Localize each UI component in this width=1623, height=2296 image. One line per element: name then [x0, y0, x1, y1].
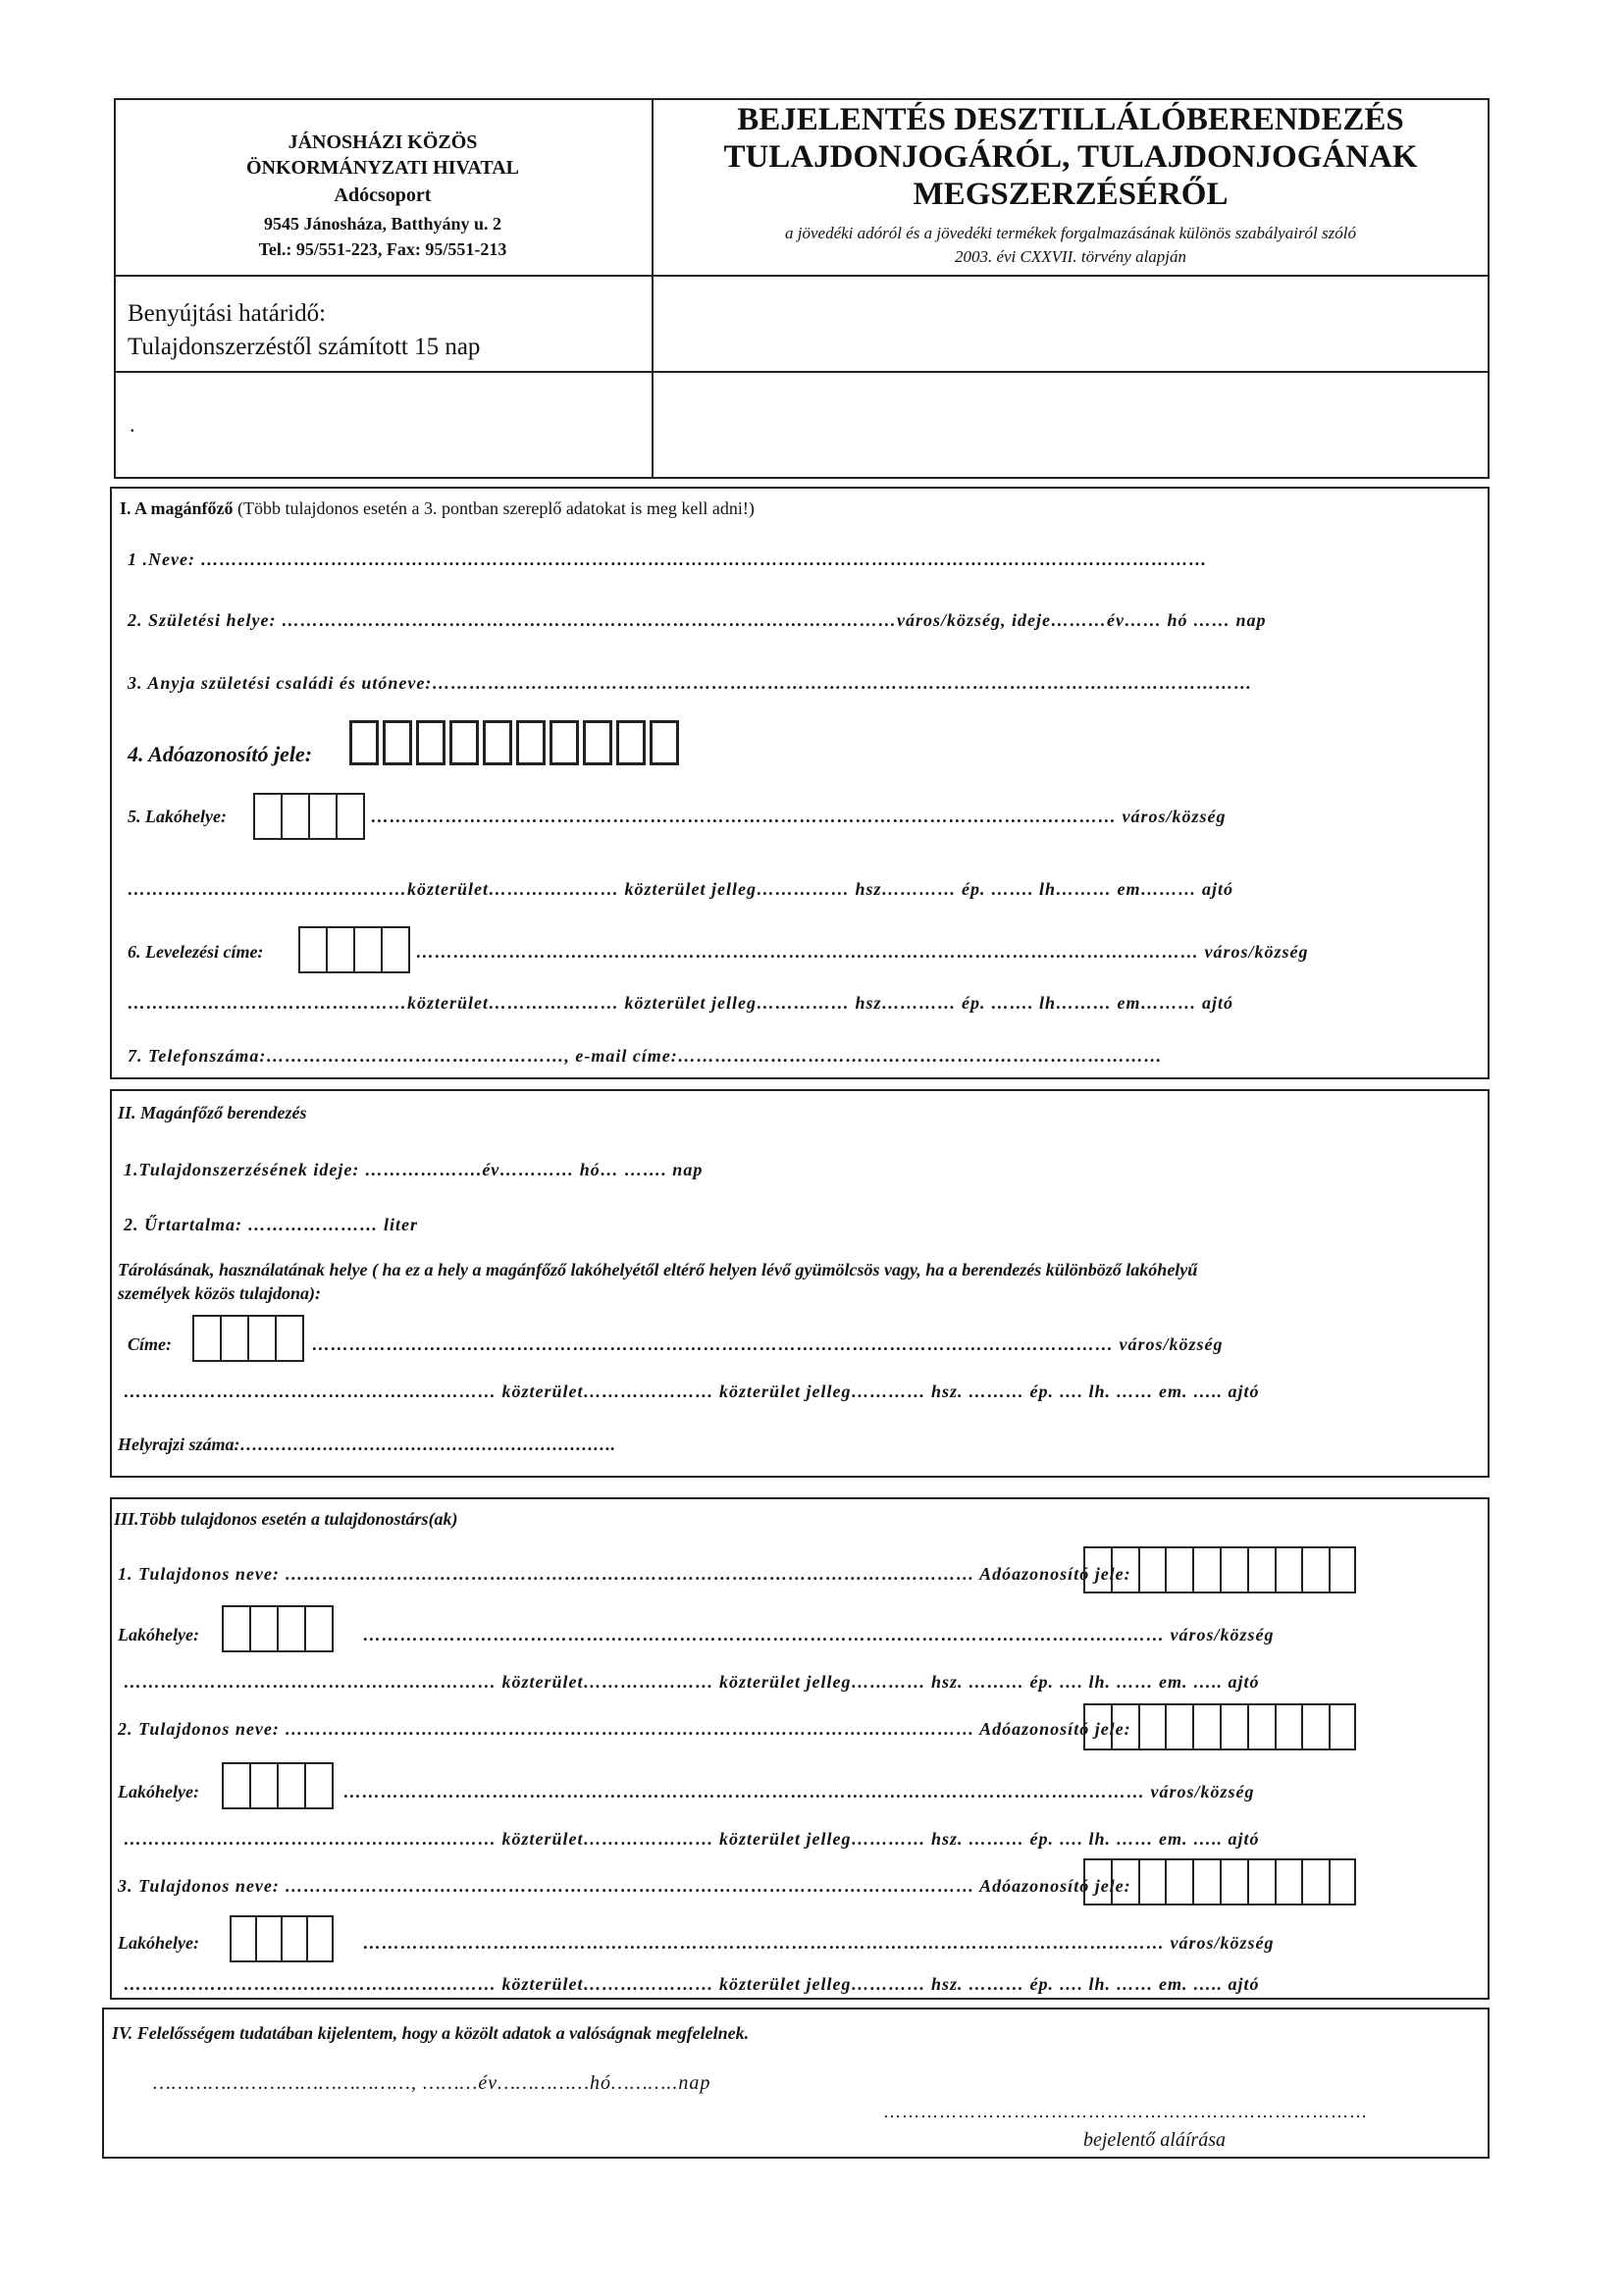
residence-city-field[interactable]: ………………………………………………………………………………………………………… város/község: [371, 807, 1227, 826]
declaration-date-field[interactable]: ……………………………………, ………év……………hó………..nap: [153, 2072, 711, 2094]
storage-location-label-1: Tárolásának, használatának helye ( ha ez a hely a magánfőző lakóhelyétől eltérő helyen lévő gyümölcsös vagy, ha a berendezés különböző lakóhelyű: [118, 1260, 1198, 1279]
section-1-box: [110, 487, 1490, 1079]
header-row-divider-1: [114, 275, 1490, 277]
birth-field[interactable]: 2. Születési helye: ………………………………………………………………………………………város/község, ideje………év…… hó …… nap: [128, 610, 1267, 630]
deadline-label: Benyújtási határidő:: [128, 300, 327, 327]
office-name-1: JÁNOSHÁZI KÖZÖS: [288, 131, 478, 153]
section-1-title: [120, 498, 755, 519]
header-divider: [652, 98, 654, 479]
office-phone-fax: Tel.: 95/551-223, Fax: 95/551-213: [258, 239, 507, 259]
owner-2-residence-label: Lakóhelye:: [118, 1782, 199, 1801]
office-department: Adócsoport: [334, 184, 432, 206]
storage-address-field[interactable]: …………………………………………………… közterület………………… közterület jelleg………… hsz. ……… ép. …. lh. …… em. ….. ajtó: [124, 1382, 1260, 1401]
form-subtitle-1: a jövedéki adóról és a jövedéki termékek forgalmazásának különös szabályairól szóló: [785, 224, 1356, 242]
owner-3-tax-id-cells[interactable]: [1083, 1858, 1356, 1905]
tax-id-label: 4. Adóazonosító jele:: [128, 742, 313, 766]
plot-number-field[interactable]: Helyrajzi száma:……………………………………………………….: [118, 1435, 615, 1454]
owner-1-zip-cells[interactable]: [222, 1605, 334, 1652]
section-1-title-note: (Több tulajdonos esetén a 3. pontban szereplő adatokat is meg kell adni!): [237, 498, 755, 518]
name-field[interactable]: 1 .Neve: ………………………………………………………………………………………………………………………………………………: [128, 549, 1208, 569]
section-1-title-bold: I. A magánfőző: [120, 498, 234, 518]
storage-city-field[interactable]: ………………………………………………………………………………………………………………… város/község: [312, 1334, 1224, 1354]
form-subtitle-2: 2003. évi CXXVII. törvény alapján: [954, 247, 1187, 266]
owner-3-address-field[interactable]: …………………………………………………… közterület………………… közterület jelleg………… hsz. ……… ép. …. lh. …… em. ….. ajtó: [124, 1974, 1260, 1994]
mailing-address-field[interactable]: ………………………………………közterület………………… közterület jelleg…………… hsz………… ép. ……. lh……… em……… ajtó: [128, 993, 1233, 1013]
section-2-title: II. Magánfőző berendezés: [118, 1103, 307, 1122]
empty-dot: .: [130, 412, 135, 437]
header-row-divider-2: [114, 371, 1490, 373]
owner-1-city-field[interactable]: ………………………………………………………………………………………………………………… város/község: [363, 1625, 1275, 1644]
section-3-title: III.Több tulajdonos esetén a tulajdonostárs(ak): [114, 1509, 458, 1529]
mailing-zip-cells[interactable]: [298, 926, 410, 973]
signature-label: bejelentő aláírása: [1083, 2129, 1226, 2151]
volume-field[interactable]: 2. Űrtartalma: ………………… liter: [124, 1215, 419, 1234]
owner-3-residence-label: Lakóhelye:: [118, 1933, 199, 1953]
owner-1-address-field[interactable]: …………………………………………………… közterület………………… közterület jelleg………… hsz. ……… ép. …. lh. …… em. ….. ajtó: [124, 1672, 1260, 1692]
owner-2-address-field[interactable]: …………………………………………………… közterület………………… közterület jelleg………… hsz. ……… ép. …. lh. …… em. ….. ajtó: [124, 1829, 1260, 1849]
residence-zip-cells[interactable]: [253, 793, 365, 840]
owner-3-zip-cells[interactable]: [230, 1915, 334, 1962]
acquisition-date-field[interactable]: 1.Tulajdonszerzésének ideje: ……………….év………… hó… ……. nap: [124, 1160, 704, 1179]
owner-2-tax-id-cells[interactable]: [1083, 1703, 1356, 1750]
storage-zip-cells[interactable]: [192, 1315, 304, 1362]
owner-1-name-field[interactable]: 1. Tulajdonos neve: ………………………………………………………………………………………………… Adóazonosító jele:: [118, 1564, 1131, 1584]
mailing-address-label: 6. Levelezési címe:: [128, 942, 264, 962]
residence-address-field[interactable]: ………………………………………közterület………………… közterület jelleg…………… hsz………… ép. ……. lh……… em……… ajtó: [128, 879, 1233, 899]
deadline-value: Tulajdonszerzéstől számított 15 nap: [128, 334, 481, 360]
owner-2-city-field[interactable]: ………………………………………………………………………………………………………………… város/község: [343, 1782, 1255, 1801]
section-4-declaration: IV. Felelősségem tudatában kijelentem, hogy a közölt adatok a valóságnak megfelelnek.: [112, 2023, 750, 2043]
owner-2-name-field[interactable]: 2. Tulajdonos neve: ………………………………………………………………………………………………… Adóazonosító jele:: [118, 1719, 1131, 1739]
office-address: 9545 Jánosháza, Batthyány u. 2: [263, 214, 502, 234]
mailing-city-field[interactable]: ……………………………………………………………………………………………………………… város/község: [416, 942, 1309, 962]
phone-email-field[interactable]: 7. Telefonszáma:…………………………………………, e-mail címe:……………………………………………………………………: [128, 1046, 1163, 1066]
owner-2-zip-cells[interactable]: [222, 1762, 334, 1809]
mother-name-field[interactable]: 3. Anyja születési családi és utóneve:……………………………………………………………………………………………………………………: [128, 673, 1253, 693]
owner-3-city-field[interactable]: ………………………………………………………………………………………………………………… város/község: [363, 1933, 1275, 1953]
form-title-1: BEJELENTÉS DESZTILLÁLÓBERENDEZÉS: [737, 102, 1404, 137]
owner-1-residence-label: Lakóhelye:: [118, 1625, 199, 1644]
signature-line[interactable]: ……………………………………………………………………: [883, 2102, 1368, 2121]
tax-id-cells[interactable]: [349, 720, 679, 765]
owner-1-tax-id-cells[interactable]: [1083, 1546, 1356, 1593]
form-title-3: MEGSZERZÉSÉRŐL: [913, 177, 1229, 212]
office-name-2: ÖNKORMÁNYZATI HIVATAL: [246, 157, 519, 179]
storage-address-label: Címe:: [128, 1334, 172, 1354]
residence-label: 5. Lakóhelye:: [128, 807, 227, 826]
storage-location-label-2: személyek közös tulajdona):: [118, 1283, 321, 1303]
owner-3-name-field[interactable]: 3. Tulajdonos neve: ………………………………………………………………………………………………… Adóazonosító jele:: [118, 1876, 1131, 1896]
form-title-2: TULAJDONJOGÁRÓL, TULAJDONJOGÁNAK: [723, 139, 1418, 175]
